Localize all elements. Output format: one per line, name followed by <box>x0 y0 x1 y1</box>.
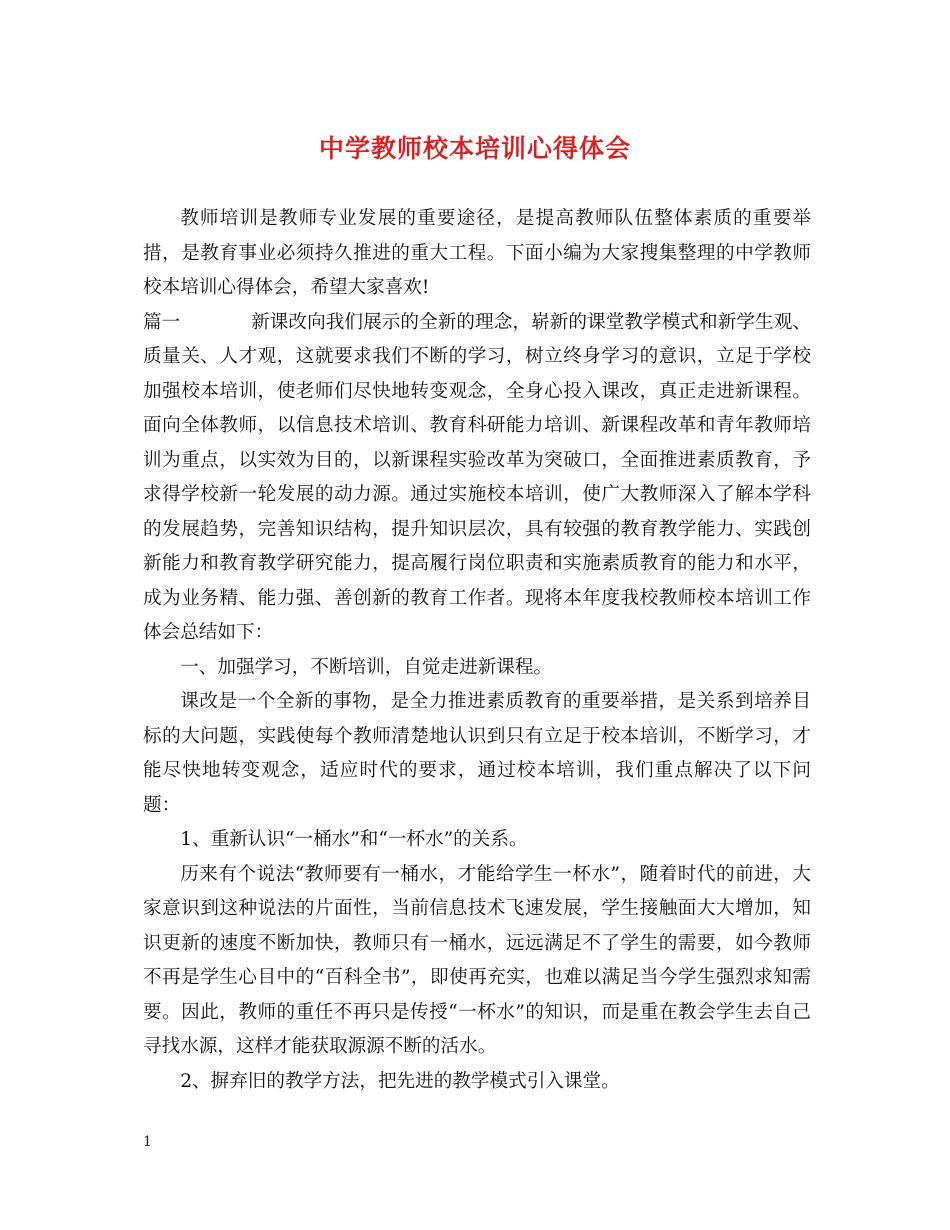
paragraph-two: 历来有个说法“教师要有一桶水，才能给学生一杯水”，随着时代的前进，大家意识到这种说法的片面性，当前信息技术飞速发展，学生接触面大大增加，知识更新的速度不断加快，教师只有一桶水，远远满足不了学生的需要，如今教师不再是学生心目中的“百科全书”，即使再充实，也难以满足当今学生强烈求知需要。因此，教师的重任不再只是传授“一杯水”的知识，而是重在教会学生去自己寻找水源，这样才能获取源源不断的活水。 <box>143 863 811 1057</box>
document-body <box>143 202 811 1099</box>
section-one-text: 新课改向我们展示的全新的理念，崭新的课堂教学模式和新学生观、质量关、人才观，这就要求我们不断的学习，树立终身学习的意识，立足于学校加强校本培训，使老师们尽快地转变观念，全身心投入课改，真正走进新课程。面向全体教师，以信息技术培训、教育科研能力培训、新课程改革和青年教师培训为重点，以实效为目的，以新课程实验改革为突破口，全面推进素质教育，予求得学校新一轮发展的动力源。通过实施校本培训，使广大教师深入了解本学科的发展趋势，完善知识结构，提升知识层次，具有较强的教育教学能力、实践创新能力和教育教学研究能力，提高履行岗位职责和实施素质教育的能力和水平，成为业务精、能力强、善创新的教育工作者。现将本年度我校教师校本培训工作体会总结如下： <box>143 311 811 643</box>
subheading-two: 2、摒弃旧的教学方法，把先进的教学模式引入课堂。 <box>180 1070 620 1092</box>
paragraph-one: 课改是一个全新的事物，是全力推进素质教育的重要举措，是关系到培养目标的大问题，实践使每个教师清楚地认识到只有立足于校本培训，不断学习，才能尽快地转变观念，适应时代的要求，通过校本培训，我们重点解决了以下问题： <box>143 691 811 816</box>
subheading-one: 1、重新认识“一桶水”和“一杯水”的关系。 <box>180 829 528 850</box>
section-one-label: 篇一 <box>143 311 181 333</box>
document-title: 中学教师校本培训心得体会 <box>318 134 631 163</box>
page-number: 1 <box>143 1134 152 1150</box>
intro-paragraph: 教师培训是教师专业发展的重要途径，是提高教师队伍整体素质的重要举措，是教育事业必须持久推进的重大工程。下面小编为大家搜集整理的中学教师校本培训心得体会，希望大家喜欢! <box>143 208 811 298</box>
heading-one: 一、加强学习，不断培训，自觉走进新课程。 <box>180 656 553 678</box>
section-one <box>143 306 811 651</box>
